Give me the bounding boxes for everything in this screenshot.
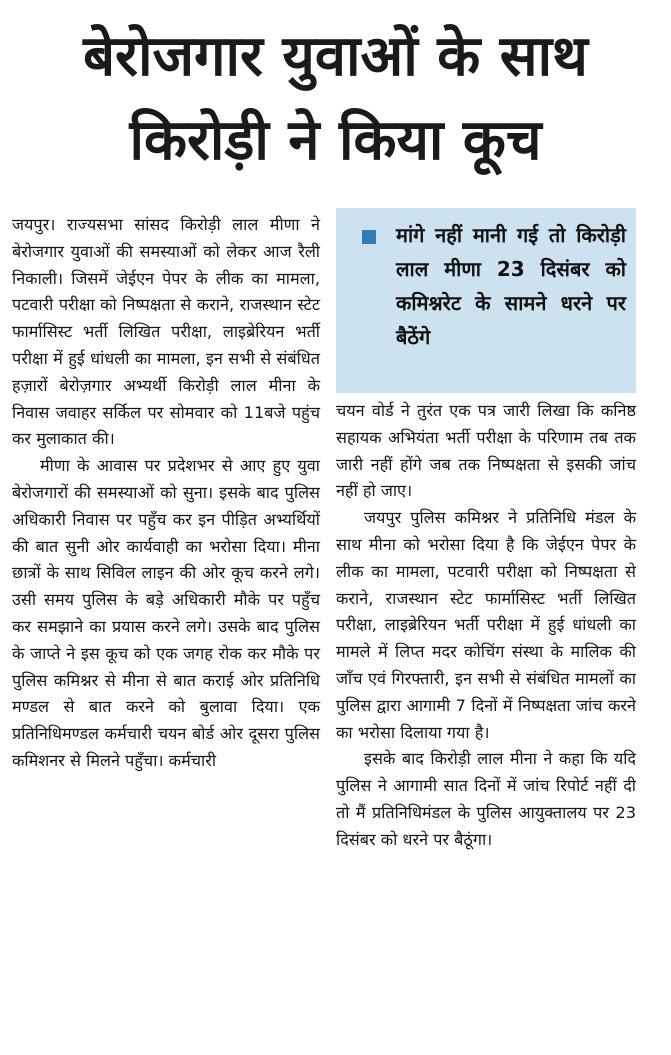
headline-line-1: बेरोजगार युवाओं के साथ [83,24,588,89]
left-paragraph-2: मीणा के आवास पर प्रदेशभर से आए हुए युवा बेरोजगारों की समस्याओं को सुना। इसके बाद पुलिस अधिकारी निवास पर पहुँच कर इन पीड़ित अभ्यर्थियों की बात सुनी ओर कार्यवाही का भरोसा दिया। मीना छात्रों के साथ सिविल लाइन की ओर कूच करने लगे। उसी समय पुलिस के बड़े अधिकारी मौके पर पहुँच कर समझाने का प्रयास करने लगे। उसके बाद पुलिस के जाप्ते ने इस कूच को एक जगह रोक कर मौके पर पुलिस कमिश्नर से मीना से बात कराई ओर प्रतिनिधि मण्डल से बात करने को बुलावा दिया। एक प्रतिनिधिमण्डल कर्मचारी चयन बोर्ड ओर दूसरा पुलिस कमिशनर से मिलने पहुँचा। कर्मचारी [12,456,320,770]
right-column [336,398,636,854]
highlight-box [336,208,636,393]
headline-line-2: किरोड़ी ने किया कूच [129,108,542,173]
left-paragraph-1: जयपुर। राज्यसभा सांसद किरोड़ी लाल मीणा ने बेरोजगार युवाओं की समस्याओं को लेकर आज रैली निकाली। जिसमें जेईएन पेपर के लीक का मामला, पटवारी परीक्षा को निष्पक्षता से कराने, राजस्थान स्टेट फार्मासिस्ट भर्ती लिखित परीक्षा, लाइब्रेरियन भर्ती परीक्षा में हुई धांधली का मामला, इन सभी से संबंधित हज़ारों बेरोज़गार अभ्यर्थी किरोड़ी लाल मीना के निवास जवाहर सर्किल पर सोमवार को 11बजे पहुंच कर मुलाकात की। [12,215,320,449]
right-paragraph-3: इसके बाद किरोड़ी लाल मीना ने कहा कि यदि पुलिस ने आगामी सात दिनों में जांच रिपोर्ट नहीं दी तो मैं प्रतिनिधिमंडल के पुलिस आयुक्तालय पर 23 दिसंबर को धरने पर बैठूंगा। [336,749,636,849]
highlight-text: मांगे नहीं मानी गई तो किरोड़ी लाल मीणा 23 दिसंबर को कमिश्नरेट के सामने धरने पर बैठेंगे [396,223,626,349]
left-column [12,212,320,775]
right-paragraph-1: चयन वोर्ड ने तुरंत एक पत्र जारी लिखा कि कनिष्ठ सहायक अभियंता भर्ती परीक्षा के परिणाम तब तक जारी नहीं होंगे जब तक निष्पक्षता से इसकी जांच नहीं हो जाए। [336,401,636,501]
square-bullet-icon [362,230,376,244]
right-paragraph-2: जयपुर पुलिस कमिश्नर ने प्रतिनिधि मंडल के साथ मीना को भरोसा दिया है कि जेईएन पेपर के लीक का मामला, पटवारी परीक्षा को निष्पक्षता से कराने, राजस्थान स्टेट फार्मासिस्ट भर्ती लिखित परीक्षा, लाइब्रेरियन भर्ती परीक्षा में हुई धांधली का मामले में लिप्त मदर कोचिंग संस्था के मालिक की जाँच एवं गिरफ्तारी, इन सभी से संबंधित मामलों का पुलिस द्वारा आगामी 7 दिनों में निष्पक्षता जांच करने का भरोसा दिलाया गया है। [336,508,636,742]
headline [0,22,671,176]
